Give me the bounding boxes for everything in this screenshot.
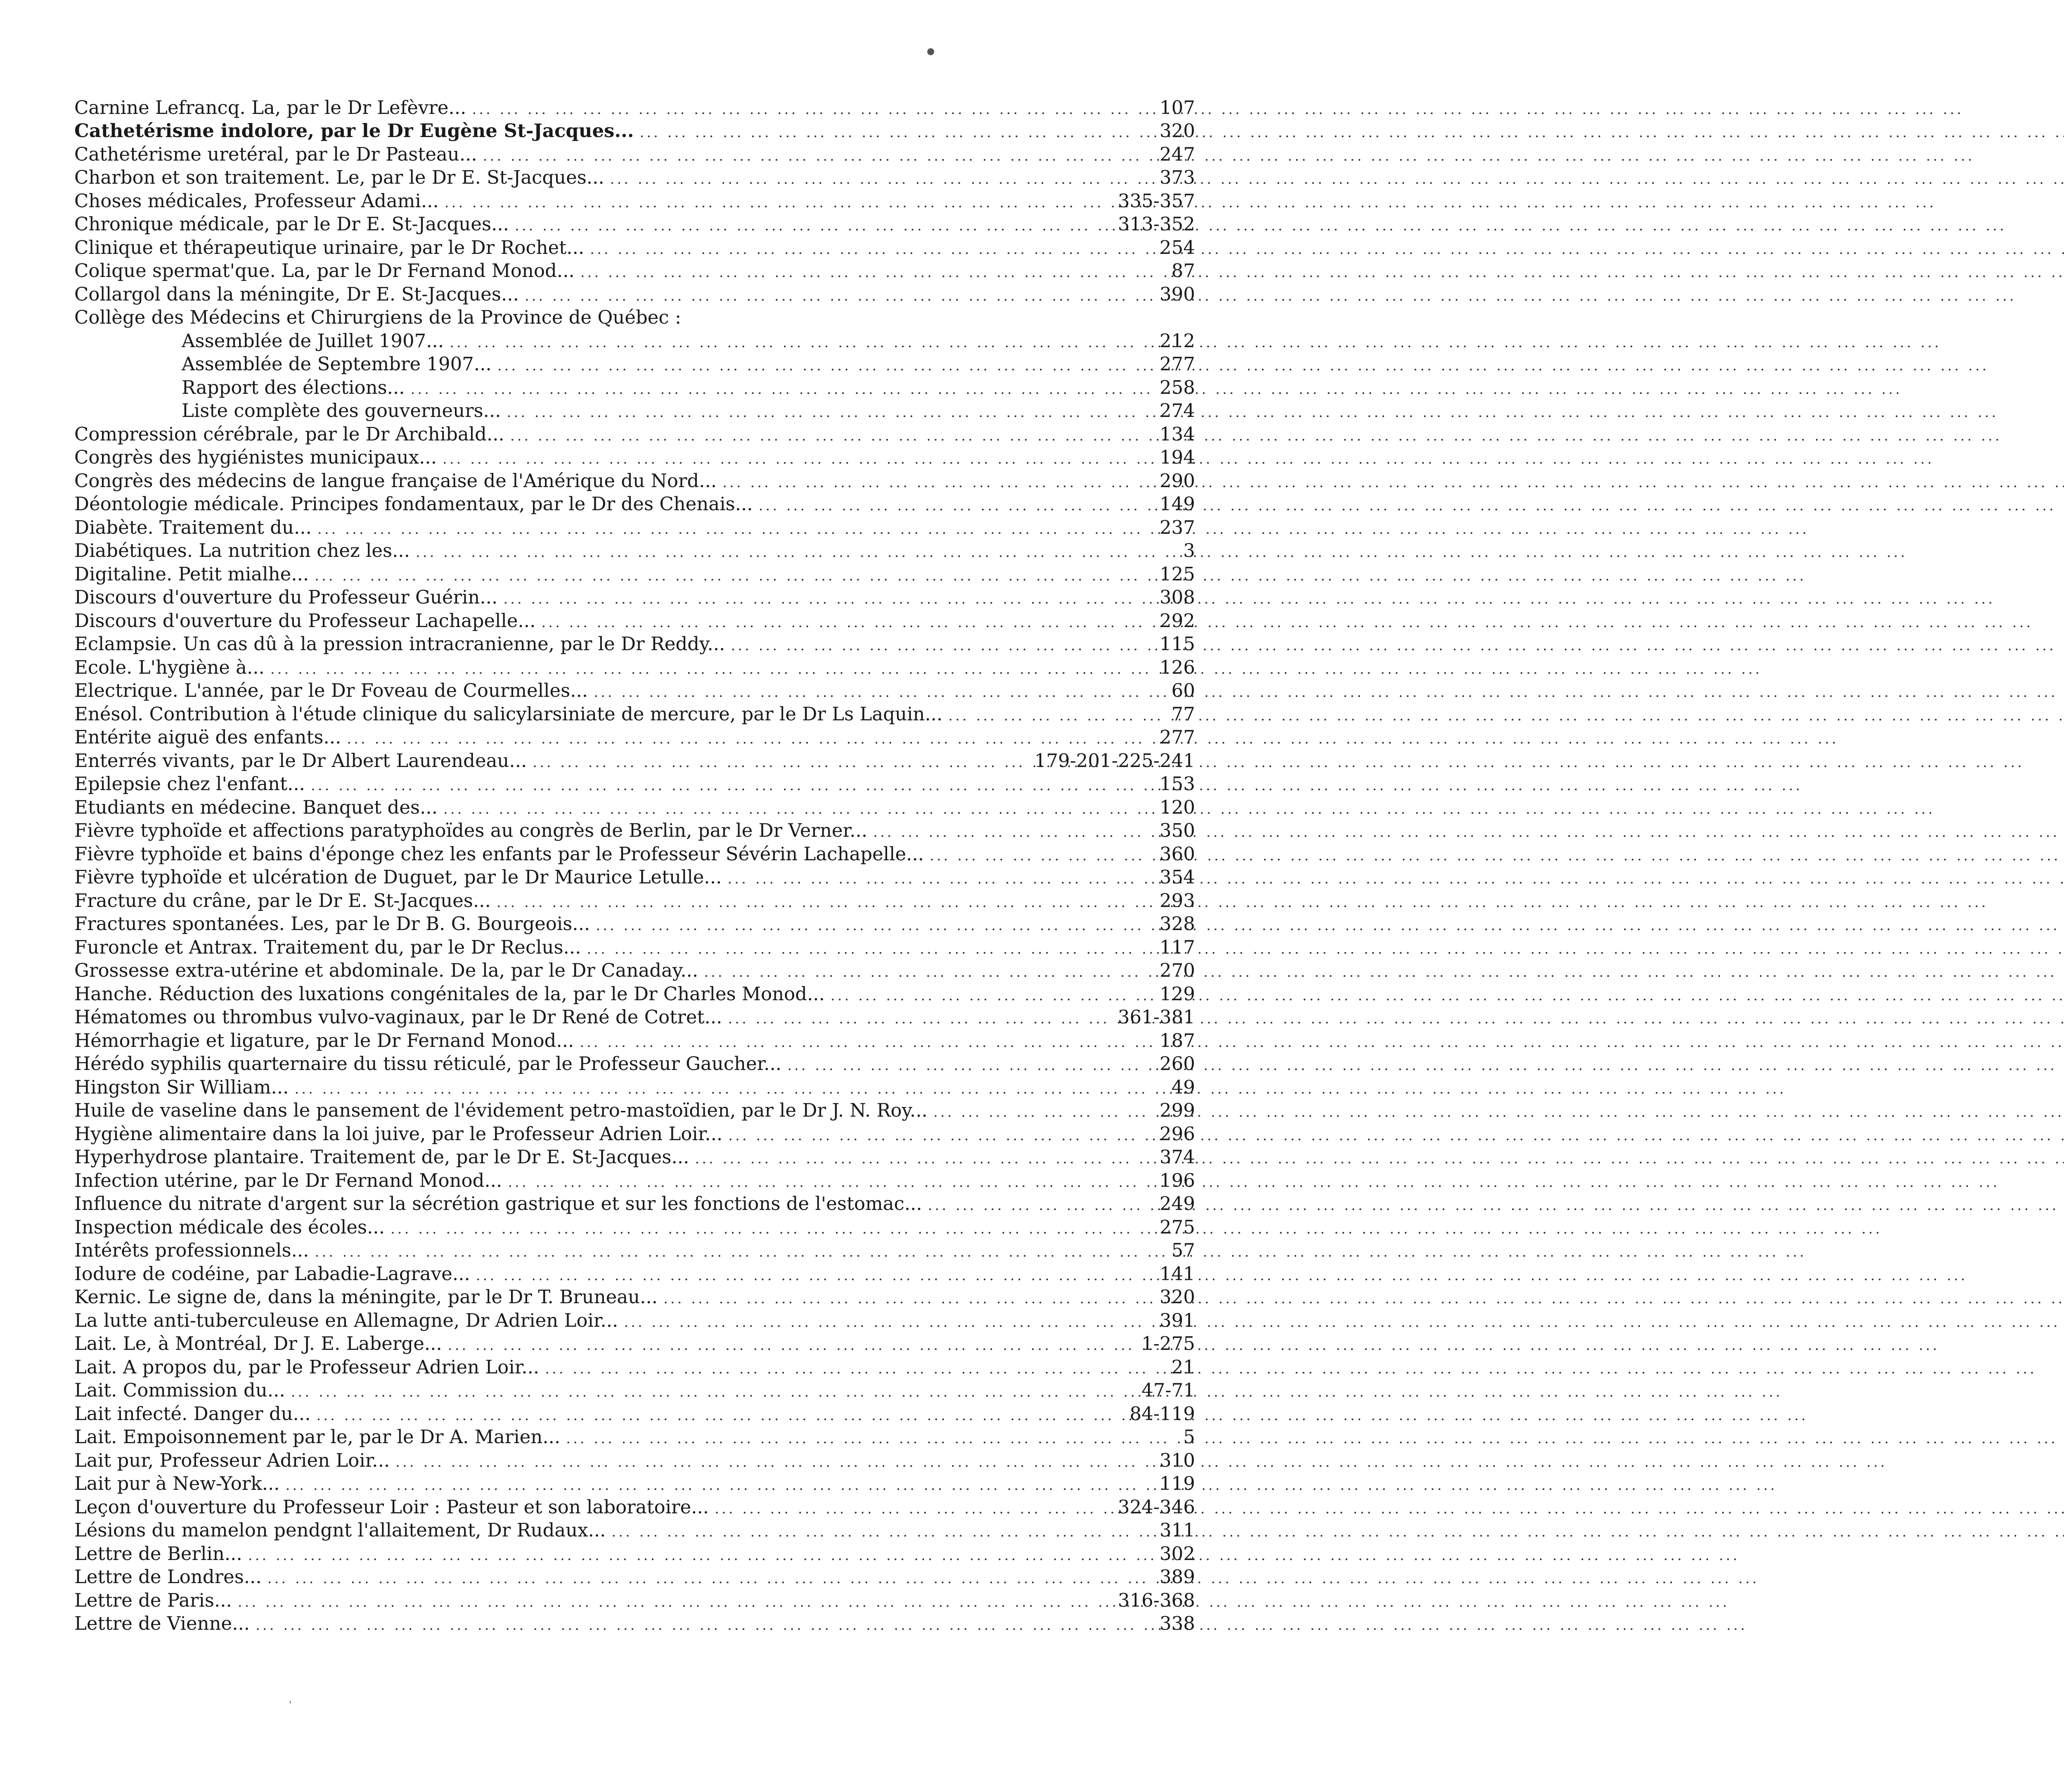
entry-title: Carnine Lefrancq. La, par le Dr Lefèvre... <box>74 96 466 118</box>
index-entry <box>74 1052 1195 1076</box>
index-entry <box>74 492 1195 516</box>
index-entry <box>74 96 1195 119</box>
index-entry <box>74 1588 1195 1612</box>
dot-leader <box>311 776 1154 795</box>
dot-leader <box>395 1452 1154 1472</box>
entry-title: Rapport des élections... <box>182 376 405 398</box>
dot-leader <box>510 426 1154 446</box>
entry-page-number: 310 <box>1160 1449 1195 1471</box>
entry-page-number: 316-368 <box>1118 1589 1195 1611</box>
entry-title: Charbon et son traitement. Le, par le Dr E. St-Jacques... <box>74 166 604 188</box>
dot-leader <box>580 1032 1154 1052</box>
entry-title: Lait pur à New-York... <box>74 1472 280 1494</box>
index-entry <box>74 562 1195 586</box>
index-entry <box>74 1239 1195 1262</box>
index-entry <box>74 912 1195 936</box>
entry-page-number: 77 <box>1171 703 1195 725</box>
index-entry <box>74 586 1195 609</box>
entry-title: Kernic. Le signe de, dans la méningite, par le Dr T. Bruneau... <box>74 1286 658 1308</box>
index-entry <box>74 1519 1195 1542</box>
entry-title: Grossesse extra-utérine et abdominale. De la, par le Dr Canaday... <box>74 959 698 981</box>
dot-leader <box>267 1569 1154 1588</box>
entry-page-number: 84-119 <box>1129 1402 1195 1425</box>
entry-title: Fièvre typhoïde et bains d'éponge chez les enfants par le Professeur Sévérin Lachapelle... <box>74 843 924 865</box>
dot-leader <box>590 239 1154 259</box>
dot-leader <box>472 99 1154 119</box>
index-entry <box>74 236 1195 259</box>
entry-page-number: 373 <box>1160 166 1195 188</box>
dot-leader <box>508 1172 1154 1192</box>
entry-title: Hingston Sir William... <box>74 1076 289 1098</box>
dot-leader <box>443 799 1154 819</box>
entry-title: Lait pur, Professeur Adrien Loir... <box>74 1449 390 1471</box>
entry-page-number: 237 <box>1160 516 1195 538</box>
index-entry <box>74 119 1195 143</box>
dot-leader <box>270 659 1154 679</box>
entry-title: Inspection médicale des écoles... <box>74 1216 385 1238</box>
entry-title: Clinique et thérapeutique urinaire, par le Dr Rochet... <box>74 236 585 258</box>
entry-page-number: 275 <box>1160 1216 1195 1238</box>
entry-page-number: 141 <box>1160 1262 1195 1285</box>
dot-leader <box>787 1056 1154 1075</box>
index-entry <box>74 632 1195 656</box>
entry-title: Lettre de Paris... <box>74 1589 232 1611</box>
index-entry <box>74 1169 1195 1192</box>
entry-page-number: 260 <box>1160 1053 1195 1075</box>
dot-leader <box>416 542 1160 562</box>
entry-title: Compression cérébrale, par le Dr Archibald... <box>74 423 504 445</box>
entry-page-number: 292 <box>1160 609 1195 632</box>
entry-page-number: 270 <box>1160 959 1195 981</box>
index-entry <box>74 1099 1195 1122</box>
index-entry <box>74 889 1195 912</box>
index-entry <box>74 422 1195 446</box>
dot-leader <box>541 613 1154 632</box>
entry-page-number: 254 <box>1160 236 1195 258</box>
index-entry <box>74 982 1195 1006</box>
index-entry <box>74 516 1195 539</box>
dot-leader <box>704 962 1154 982</box>
dot-leader <box>286 1475 1154 1495</box>
dot-leader <box>533 753 1029 772</box>
dot-leader <box>831 986 1154 1006</box>
index-entry <box>74 772 1195 796</box>
dot-leader <box>596 916 1154 935</box>
dot-leader <box>587 939 1154 959</box>
dot-leader <box>448 1335 1136 1355</box>
entry-page-number: 1-275 <box>1141 1333 1195 1354</box>
scan-speck: ' <box>289 1700 292 1710</box>
scan-speck: ● <box>927 46 935 57</box>
dot-leader <box>873 822 1154 842</box>
entry-title: Hémorrhagie et ligature, par le Dr Fernand Monod... <box>74 1029 574 1051</box>
dot-leader <box>238 1592 1112 1612</box>
entry-page-number: 125 <box>1160 563 1195 585</box>
entry-page-number: 274 <box>1160 400 1195 421</box>
entry-title: Fractures spontanées. Les, par le Dr B. G. Bourgeois... <box>74 913 590 935</box>
entry-title: Collargol dans la méningite, Dr E. St-Jacques... <box>74 283 519 305</box>
entry-page-number: 47-71 <box>1141 1379 1195 1401</box>
entry-title: Collège des Médecins et Chirurgiens de la Province de Québec : <box>74 306 682 328</box>
entry-page-number: 120 <box>1160 796 1195 818</box>
index-entry <box>74 1075 1195 1099</box>
dot-leader <box>445 193 1112 213</box>
index-entry <box>74 1565 1195 1589</box>
entry-title: Discours d'ouverture du Professeur Lachapelle... <box>74 609 536 632</box>
index-entry <box>74 329 1195 353</box>
index-entry <box>74 1215 1195 1239</box>
dot-leader <box>483 146 1154 166</box>
index-entry <box>74 539 1195 563</box>
entry-title: Lait. A propos du, par le Professeur Adrien Loir... <box>74 1356 540 1378</box>
entry-title: Diabétiques. La nutrition chez les... <box>74 540 410 561</box>
entry-title: Entérite aiguë des enfants... <box>74 726 341 748</box>
dot-leader <box>930 846 1154 866</box>
entry-title: Lettre de Vienne... <box>74 1612 250 1634</box>
dot-leader <box>317 1406 1124 1425</box>
dot-leader <box>294 1079 1160 1099</box>
entry-title: Fièvre typhoïde et ulcération de Duguet, par le Dr Maurice Letulle... <box>74 866 722 888</box>
entry-title: Huile de vaseline dans le pansement de l'évidement petro-mastoïdien, par le Dr J. N. Roy... <box>74 1099 928 1121</box>
entry-page-number: 308 <box>1160 586 1195 608</box>
entry-page-number: 320 <box>1160 120 1195 142</box>
dot-leader <box>594 682 1160 702</box>
entry-title: Lettre de Londres... <box>74 1566 262 1588</box>
entry-page-number: 129 <box>1160 982 1195 1005</box>
entry-title: Infection utérine, par le Dr Fernand Monod... <box>74 1169 502 1191</box>
entry-title: Enterrés vivants, par le Dr Albert Laurendeau... <box>74 749 527 772</box>
index-entry <box>74 1402 1195 1425</box>
dot-leader <box>933 1102 1154 1122</box>
dot-leader <box>450 333 1154 353</box>
dot-leader <box>256 1615 1154 1635</box>
index-entry <box>74 1262 1195 1285</box>
dot-leader <box>566 1429 1160 1449</box>
entry-page-number: 390 <box>1160 283 1195 305</box>
entry-page-number: 153 <box>1160 773 1195 795</box>
entry-title: Lettre de Berlin... <box>74 1542 242 1565</box>
index-entry <box>74 1122 1195 1146</box>
entry-page-number: 335-357 <box>1118 189 1195 212</box>
entry-page-number: 299 <box>1160 1099 1195 1121</box>
index-entry <box>74 213 1195 236</box>
index-entry <box>74 726 1195 749</box>
entry-page-number: 320 <box>1160 1286 1195 1308</box>
entry-page-number: 49 <box>1171 1076 1195 1098</box>
entry-page-number: 350 <box>1160 819 1195 841</box>
entry-page-number: 391 <box>1160 1309 1195 1331</box>
index-entry <box>74 376 1195 399</box>
entry-title: Congrès des hygiénistes municipaux... <box>74 446 437 468</box>
entry-title: La lutte anti-tuberculeuse en Allemagne, Dr Adrien Loir... <box>74 1309 618 1331</box>
entry-page-number: 338 <box>1160 1612 1195 1634</box>
index-entry <box>74 446 1195 469</box>
entry-title: Hématomes ou thrombus vulvo-vaginaux, par le Dr René de Cotret... <box>74 1006 722 1028</box>
entry-page-number: 313-352 <box>1118 213 1195 235</box>
index-entry <box>74 469 1195 492</box>
entry-title: Intérêts professionnels... <box>74 1239 309 1261</box>
dot-leader <box>497 892 1154 912</box>
dot-leader <box>391 1219 1154 1239</box>
index-entry <box>74 1542 1195 1565</box>
entry-title: Cathetérisme uretéral, par le Dr Pasteau... <box>74 143 477 165</box>
index-entry <box>74 656 1195 679</box>
entry-title: Chronique médicale, par le Dr E. St-Jacques... <box>74 213 509 235</box>
entry-title: Fracture du crâne, par le Dr E. St-Jacques... <box>74 889 491 911</box>
index-entry <box>74 399 1195 423</box>
dot-leader <box>507 402 1154 422</box>
index-entry <box>74 842 1195 866</box>
dot-leader <box>580 263 1160 282</box>
entry-title: Cathetérisme indolore, par le Dr Eugène St-Jacques... <box>74 120 634 142</box>
entry-title: Lésions du mamelon pendgnt l'allaitement, Dr Rudaux... <box>74 1519 606 1541</box>
index-entry <box>74 259 1195 283</box>
index-entry <box>74 1612 1195 1636</box>
entry-title: Digitaline. Petit mialhe... <box>74 563 309 585</box>
entry-title: Eclampsie. Un cas dû à la pression intracranienne, par le Dr Reddy... <box>74 633 725 655</box>
entry-title: Congrès des médecins de langue française de l'Amérique du Nord... <box>74 469 717 492</box>
index-entry <box>74 1309 1195 1332</box>
index-entry <box>74 1355 1195 1379</box>
entry-page-number: 277 <box>1160 726 1195 748</box>
dot-leader <box>476 1266 1154 1285</box>
dot-leader <box>695 1149 1154 1169</box>
entry-page-number: 126 <box>1160 656 1195 678</box>
dot-leader <box>731 636 1154 656</box>
entry-title: Etudiants en médecine. Banquet des... <box>74 796 438 818</box>
entry-page-number: 21 <box>1171 1356 1195 1378</box>
entry-page-number: 389 <box>1160 1566 1195 1588</box>
entry-page-number: 374 <box>1160 1146 1195 1168</box>
dot-leader <box>728 1009 1112 1029</box>
entry-title: Iodure de codéine, par Labadie-Lagrave... <box>74 1262 470 1285</box>
entry-title: Discours d'ouverture du Professeur Guérin... <box>74 586 498 608</box>
dot-leader <box>317 519 1154 539</box>
entry-title: Electrique. L'année, par le Dr Foveau de Courmelles... <box>74 679 588 701</box>
index-entry <box>74 1472 1195 1496</box>
dot-leader <box>545 1359 1160 1379</box>
entry-page-number: 293 <box>1160 889 1195 911</box>
index-list <box>74 96 1195 1635</box>
dot-leader <box>640 123 1154 142</box>
index-entry <box>74 1029 1195 1052</box>
entry-title: Hérédo syphilis quarternaire du tissu réticulé, par le Professeur Gaucher... <box>74 1053 782 1075</box>
index-entry <box>74 142 1195 166</box>
entry-page-number: 311 <box>1160 1519 1195 1541</box>
entry-title: Epilepsie chez l'enfant... <box>74 773 305 795</box>
index-entry <box>74 866 1195 889</box>
index-entry <box>74 1006 1195 1029</box>
entry-title: Enésol. Contribution à l'étude clinique du salicylarsiniate de mercure, par le Dr Ls Laquin... <box>74 703 943 725</box>
index-entry <box>74 166 1195 189</box>
entry-page-number: 302 <box>1160 1542 1195 1565</box>
index-entry <box>74 306 1195 329</box>
entry-title: Assemblée de Juillet 1907... <box>182 329 444 352</box>
entry-page-number: 134 <box>1160 423 1195 445</box>
dot-leader <box>948 706 1160 726</box>
dot-leader <box>525 286 1154 306</box>
entry-title: Déontologie médicale. Principes fondamentaux, par le Dr des Chenais... <box>74 493 753 515</box>
dot-leader <box>497 356 1154 376</box>
index-entry <box>74 1285 1195 1309</box>
entry-title: Influence du nitrate d'argent sur la sécrétion gastrique et sur les fonctions de l'estomac... <box>74 1193 922 1214</box>
dot-leader <box>663 1289 1154 1309</box>
dot-leader <box>715 1499 1112 1519</box>
entry-title: Hanche. Réduction des luxations congénitales de la, par le Dr Charles Monod... <box>74 982 825 1005</box>
entry-page-number: 212 <box>1160 329 1195 352</box>
index-page <box>74 96 1195 1635</box>
index-entry <box>74 819 1195 843</box>
dot-leader <box>759 496 1154 516</box>
dot-leader <box>315 1242 1160 1262</box>
entry-page-number: 87 <box>1171 260 1195 282</box>
entry-page-number: 187 <box>1160 1029 1195 1051</box>
index-entry <box>74 749 1195 772</box>
dot-leader <box>248 1546 1154 1565</box>
entry-title: Liste complète des gouverneurs... <box>182 400 501 421</box>
dot-leader <box>722 473 1154 492</box>
index-entry <box>74 1449 1195 1472</box>
dot-leader <box>612 1522 1154 1542</box>
entry-title: Hygiène alimentaire dans la loi juive, par le Professeur Adrien Loir... <box>74 1122 723 1145</box>
entry-page-number: 328 <box>1160 913 1195 935</box>
index-entry <box>74 1332 1195 1356</box>
index-entry <box>74 189 1195 213</box>
index-entry <box>74 935 1195 959</box>
entry-title: Furoncle et Antrax. Traitement du, par le Dr Reclus... <box>74 936 581 958</box>
entry-title: Ecole. L'hygiène à... <box>74 656 265 678</box>
entry-page-number: 247 <box>1160 143 1195 165</box>
entry-page-number: 117 <box>1160 936 1195 958</box>
entry-title: Assemblée de Septembre 1907... <box>182 353 492 375</box>
entry-page-number: 361-381 <box>1118 1006 1195 1028</box>
dot-leader <box>610 169 1154 189</box>
entry-page-number: 360 <box>1160 843 1195 865</box>
index-entry <box>74 282 1195 306</box>
dot-leader <box>727 869 1154 889</box>
entry-page-number: 107 <box>1160 96 1195 118</box>
entry-page-number: 296 <box>1160 1122 1195 1145</box>
index-entry <box>74 795 1195 819</box>
entry-page-number: 57 <box>1171 1239 1195 1261</box>
entry-title: Choses médicales, Professeur Adami... <box>74 189 439 212</box>
entry-page-number: 115 <box>1160 633 1195 655</box>
entry-page-number: 194 <box>1160 446 1195 468</box>
entry-title: Lait. Empoisonnement par le, par le Dr A. Marien... <box>74 1426 561 1448</box>
dot-leader <box>503 589 1154 609</box>
index-entry <box>74 1146 1195 1169</box>
entry-title: Lait. Commission du... <box>74 1379 285 1401</box>
index-entry <box>74 1425 1195 1449</box>
dot-leader <box>347 729 1154 749</box>
entry-page-number: 179-201-225-241 <box>1034 749 1195 772</box>
index-entry <box>74 609 1195 632</box>
entry-title: Lait. Le, à Montréal, Dr J. E. Laberge... <box>74 1333 442 1354</box>
dot-leader <box>315 566 1154 586</box>
dot-leader <box>443 449 1154 469</box>
dot-leader <box>411 379 1154 399</box>
entry-page-number: 119 <box>1160 1472 1195 1494</box>
entry-title: Hyperhydrose plantaire. Traitement de, par le Dr E. St-Jacques... <box>74 1146 689 1168</box>
entry-page-number: 324-346 <box>1118 1496 1195 1518</box>
index-entry <box>74 1192 1195 1216</box>
dot-leader <box>515 216 1112 236</box>
index-entry <box>74 679 1195 703</box>
entry-title: Leçon d'ouverture du Professeur Loir : Pasteur et son laboratoire... <box>74 1496 709 1518</box>
dot-leader <box>291 1382 1136 1402</box>
entry-page-number: 196 <box>1160 1169 1195 1191</box>
entry-title: Fièvre typhoïde et affections paratyphoïdes au congrès de Berlin, par le Dr Verner... <box>74 819 868 841</box>
entry-page-number: 5 <box>1183 1426 1195 1448</box>
entry-page-number: 149 <box>1160 493 1195 515</box>
entry-page-number: 290 <box>1160 469 1195 492</box>
dot-leader <box>728 1126 1154 1146</box>
index-entry <box>74 1495 1195 1519</box>
entry-page-number: 277 <box>1160 353 1195 375</box>
entry-title: Diabète. Traitement du... <box>74 516 312 538</box>
entry-page-number: 249 <box>1160 1193 1195 1214</box>
entry-page-number: 258 <box>1160 376 1195 398</box>
index-entry <box>74 702 1195 726</box>
index-entry <box>74 1379 1195 1402</box>
entry-page-number: 60 <box>1171 679 1195 701</box>
dot-leader <box>624 1312 1154 1332</box>
index-entry <box>74 959 1195 982</box>
dot-leader <box>928 1195 1154 1215</box>
index-entry <box>74 353 1195 376</box>
entry-page-number: 354 <box>1160 866 1195 888</box>
entry-title: Lait infecté. Danger du... <box>74 1402 311 1425</box>
entry-title: Colique spermat'que. La, par le Dr Fernand Monod... <box>74 260 575 282</box>
entry-page-number: 3 <box>1183 540 1195 561</box>
